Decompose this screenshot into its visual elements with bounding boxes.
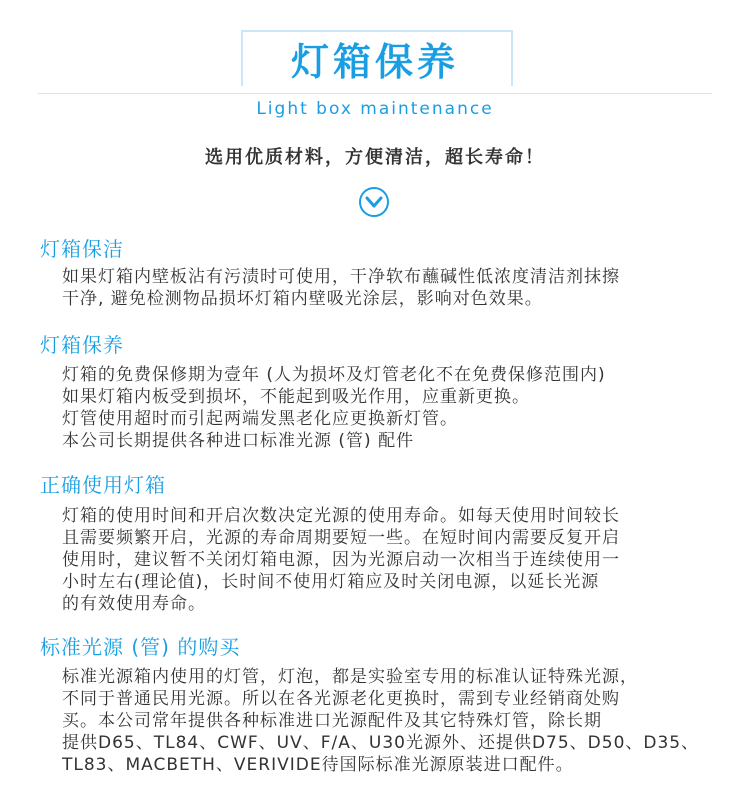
section-line: 的有效使用寿命。: [62, 594, 206, 614]
chevron-down-circle-icon: [358, 186, 390, 218]
page-title: 灯箱保养: [290, 40, 459, 84]
section-line: 使用时，建议暂不关闭灯箱电源，因为光源启动一次相当于连续使用一: [62, 550, 620, 570]
page-header: [0, 0, 750, 130]
title-divider: [38, 93, 712, 94]
section-line: 本公司长期提供各种进口标准光源 (管) 配件: [62, 431, 415, 451]
section-line: 不同于普通民用光源。所以在各光源老化更换时，需到专业经销商处购: [62, 689, 620, 709]
section-line: 如果灯箱内壁板沾有污渍时可使用，干净软布蘸碱性低浓度清洁剂抹擦: [62, 267, 620, 287]
section-line: 小时左右(理论值)，长时间不使用灯箱应及时关闭电源，以延长光源: [62, 572, 600, 592]
section-line: 且需要频繁开启，光源的寿命周期要短一些。在短时间内需要反复开启: [62, 528, 620, 548]
section-line: 灯箱的使用时间和开启次数决定光源的使用寿命。如每天使用时间较长: [62, 506, 620, 526]
section-line: 灯箱的免费保修期为壹年 (人为损坏及灯管老化不在免费保修范围内): [62, 365, 606, 385]
section-heading-correct-use: 正确使用灯箱: [40, 473, 166, 497]
section-line: 买。本公司常年提供各种标准进口光源配件及其它特殊灯管，除长期: [62, 711, 602, 731]
section-heading-maintenance: 灯箱保养: [40, 333, 124, 357]
section-line: 标准光源箱内使用的灯管，灯泡，都是实验室专用的标准认证特殊光源，: [62, 667, 638, 687]
section-heading-purchase: 标准光源 (管) 的购买: [40, 635, 241, 659]
section-body-correct-use: [62, 505, 722, 615]
section-body-maintenance: [62, 364, 722, 452]
section-line: 干净, 避免检测物品损坏灯箱内壁吸光涂层，影响对色效果。: [62, 289, 543, 309]
section-heading-cleaning: 灯箱保洁: [40, 237, 124, 261]
section-body-cleaning: [62, 266, 722, 310]
section-line: 提供D65、TL84、CWF、UV、F/A、U30光源外、还提供D75、D50、D35、: [62, 733, 700, 753]
tagline: 选用优质材料，方便清洁，超长寿命！: [205, 147, 545, 168]
section-line: 如果灯箱内板受到损坏，不能起到吸光作用，应重新更换。: [62, 387, 530, 407]
page-subtitle: Light box maintenance: [256, 99, 494, 119]
section-body-purchase: [62, 666, 722, 776]
section-line: TL83、MACBETH、VERIVIDE待国际标准光源原装进口配件。: [62, 755, 574, 775]
section-line: 灯管使用超时而引起两端发黑老化应更换新灯管。: [62, 409, 458, 429]
